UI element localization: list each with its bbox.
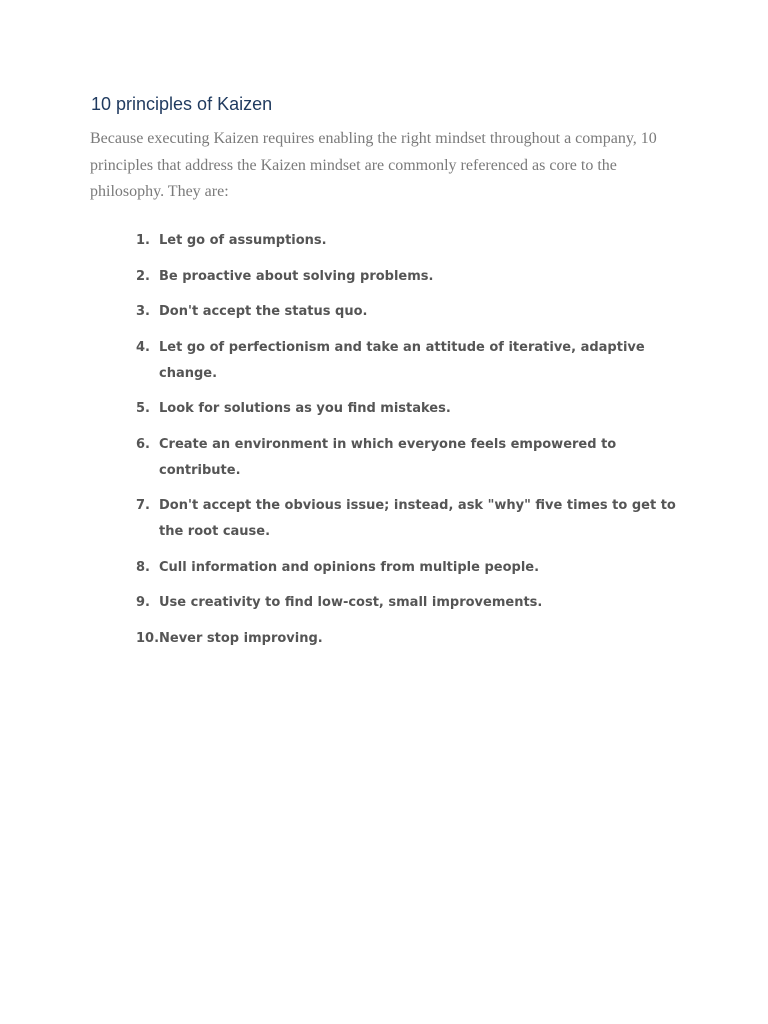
list-item	[136, 264, 696, 290]
list-item-number: 1.	[136, 233, 150, 248]
list-item-text: Never stop improving.	[159, 630, 323, 646]
list-item-text: Let go of assumptions.	[159, 233, 327, 248]
list-item-number: 5.	[136, 401, 150, 416]
list-item	[136, 555, 696, 581]
principles-list	[136, 228, 696, 661]
list-item-number: 7.	[136, 498, 150, 513]
list-item-text: Look for solutions as you find mistakes.	[159, 401, 451, 416]
list-item-text: Use creativity to find low-cost, small improvements.	[159, 595, 543, 610]
list-item-number: 2.	[136, 268, 150, 284]
list-item-text: Create an environment in which everyone feels empowered to contribute.	[159, 436, 617, 478]
list-item	[136, 590, 696, 616]
list-item	[136, 299, 696, 325]
list-item-number: 4.	[136, 339, 150, 355]
list-item	[136, 396, 696, 422]
list-item	[136, 335, 696, 387]
list-item-number: 8.	[136, 559, 150, 575]
list-item-number: 9.	[136, 595, 150, 610]
intro-paragraph: Because executing Kaizen requires enabling the right mindset throughout a company, 10 principles that address the Kaizen mindset are commonly referenced as core to the philosophy. They are:	[90, 130, 657, 200]
list-item-number: 6.	[136, 436, 150, 452]
list-item-number: 3.	[136, 304, 150, 319]
list-item	[136, 626, 696, 652]
list-item-number: 10.	[136, 630, 160, 646]
list-item-text: Don't accept the status quo.	[159, 304, 368, 319]
list-item	[136, 493, 696, 545]
list-item	[136, 432, 696, 484]
list-item-text: Let go of perfectionism and take an attitude of iterative, adaptive change.	[159, 339, 645, 381]
list-item-text: Cull information and opinions from multiple people.	[159, 559, 540, 575]
list-item	[136, 228, 696, 254]
list-item-text: Be proactive about solving problems.	[159, 268, 434, 284]
list-item-text: Don't accept the obvious issue; instead, ask "why" five times to get to the root cause.	[159, 498, 676, 539]
page-title: 10 principles of Kaizen	[91, 94, 273, 114]
